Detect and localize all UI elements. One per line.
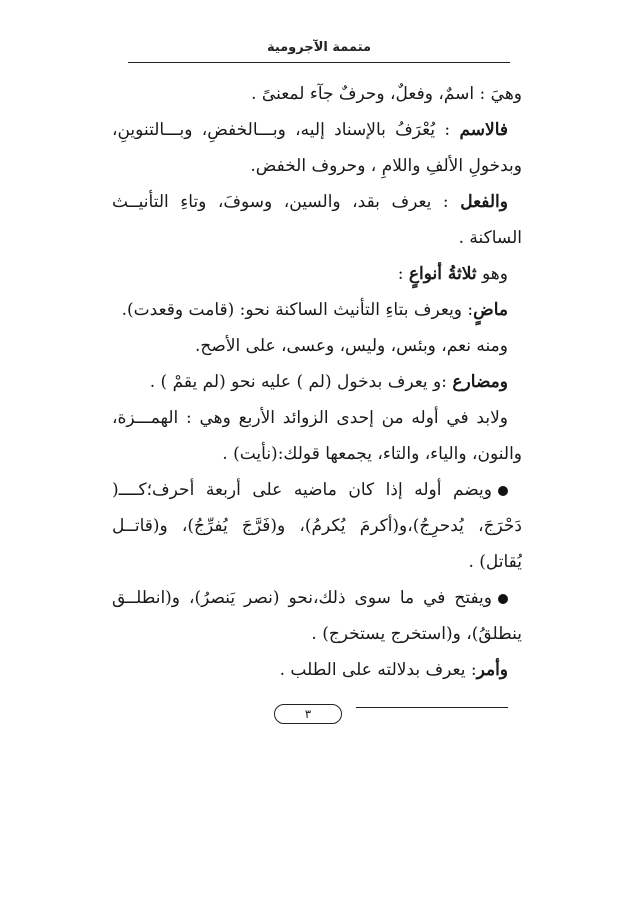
text-line-13: دَحْرَجَ، يُدحرِجُ)،و(أكرمَ يُكرمُ)، و(فَرَّجَ يُفرِّجُ)، و(قاتــل [112,516,522,536]
term-mudari: ومضارع [452,372,508,392]
text-line-14: يُقاتل) . [468,552,522,572]
text-line-12: ويضم أوله إذا كان ماضيه على أربعة أحرف؛كــــ( [112,472,522,508]
running-header: متممة الآجرومية [266,40,372,55]
page-number: ٣ [274,704,342,724]
bullet-icon [498,594,508,604]
bullet-icon [498,486,508,496]
text-line-4: والفعل : يعرف بقد، والسين، وسوفَ، وتاءِ التأنيــث [112,192,508,212]
text-line-6: وهو ثلاثةُ أنواعٍ : [397,264,508,284]
text-line-2: فالاسم : يُعْرَفُ بالإسناد إليه، وبـــالخفضِ، وبـــالتنوينِ، [112,120,508,140]
text-line-11: والنون، والياء، والتاء، يجمعها قولك:(نأيت) . [222,444,522,464]
footer-rule [356,707,508,708]
term-three-types: ثلاثةُ أنواعٍ [408,264,477,284]
text-line-8: ومنه نعم، وبئس، وليس، وعسى، على الأصح. [195,336,508,356]
text-line-1: وهيَ : اسمٌ، وفعلٌ، وحرفٌ جآء لمعنىً . [251,84,522,104]
text-line-16: ينطلقُ)، و(استخرج يستخرج) . [311,624,522,644]
text-line-15: ويفتح في ما سوى ذلك،نحو (نصر يَنصرُ)، و(انطلــق [112,580,522,616]
term-ism: فالاسم [459,120,508,140]
body-text [112,76,522,688]
text-line-17: وأمر: يعرف بدلالته على الطلب . [279,660,508,680]
text-line-5: الساكنة . [458,228,522,248]
term-amr: وأمر [476,660,508,680]
text-line-7: ماضٍ: ويعرف بتاءِ التأنيث الساكنة نحو: (قامت وقعدت). [121,300,508,320]
text-line-9: ومضارع :و يعرف بدخول (لم ) عليه نحو (لم يقمْ ) . [149,372,508,392]
header-rule [128,62,510,63]
term-madi: ماضٍ [473,300,508,320]
text-line-3: وبدخولِ الألفِ واللامِ ، وحروف الخفض. [250,156,522,176]
text-line-10: ولابد في أوله من إحدى الزوائد الأربع وهي : الهمـــزة، [112,408,508,428]
term-fil: والفعل [460,192,508,212]
